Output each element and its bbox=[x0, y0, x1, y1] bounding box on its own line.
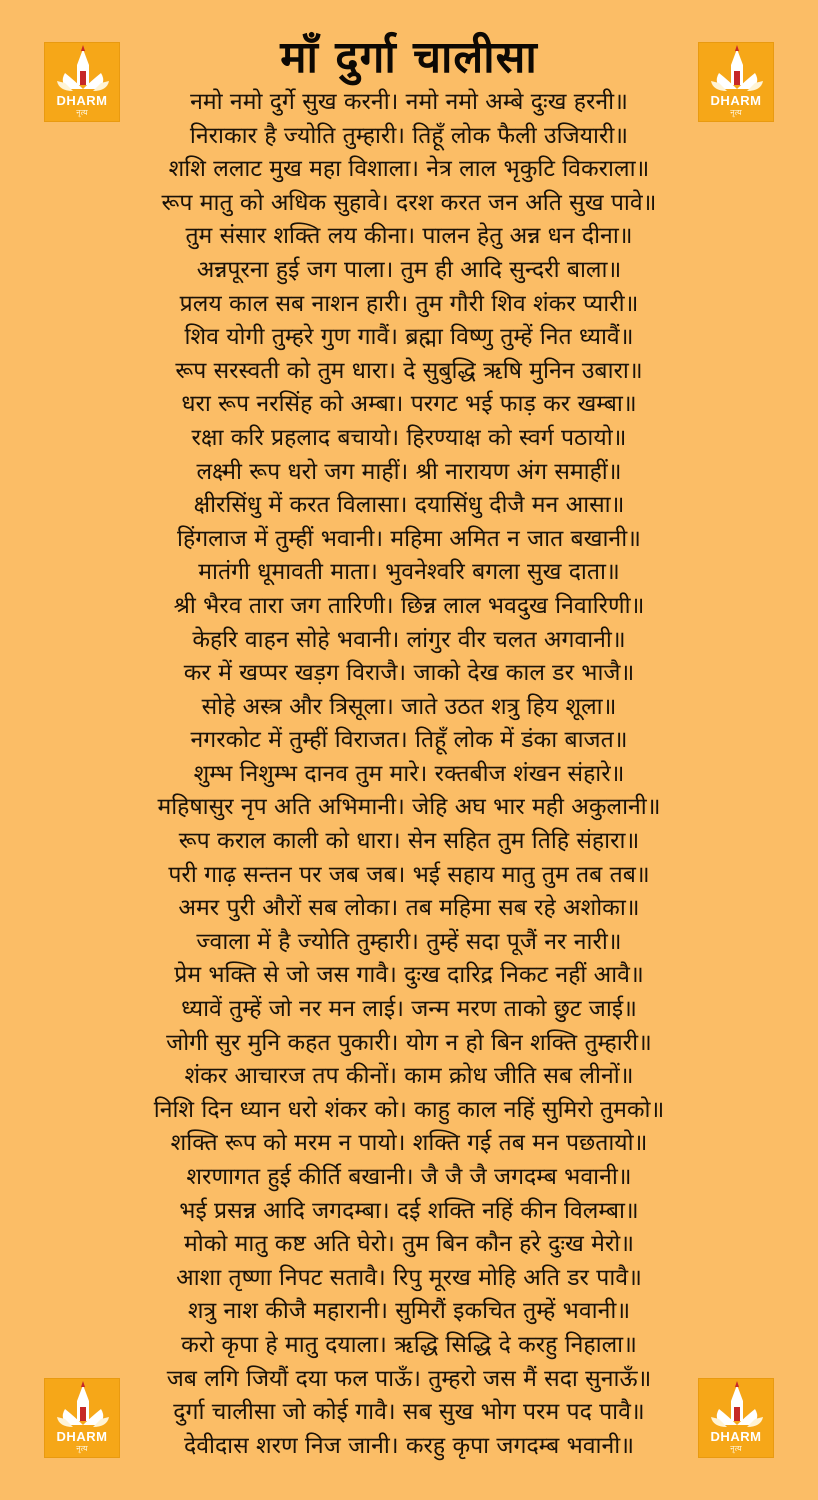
verse-line: करो कृपा हे मातु दयाला। ऋद्धि सिद्धि दे करहु निहाला॥ bbox=[181, 1331, 637, 1358]
verse-line: निराकार है ज्योति तुम्हारी। तिहूँ लोक फैली उजियारी॥ bbox=[189, 122, 629, 149]
verse-line: जोगी सुर मुनि कहत पुकारी। योग न हो बिन शक्ति तुम्हारी॥ bbox=[166, 1029, 652, 1056]
verse-line: भई प्रसन्न आदि जगदम्बा। दई शक्ति नहिं कीन विलम्बा॥ bbox=[179, 1197, 639, 1224]
verse-line: परी गाढ़ सन्तन पर जब जब। भई सहाय मातु तुम तब तब॥ bbox=[168, 861, 650, 888]
verse-line: तुम संसार शक्ति लय कीना। पालन हेतु अन्न धन दीना॥ bbox=[185, 223, 633, 250]
verse-line: दुर्गा चालीसा जो कोई गावै। सब सुख भोग परम पद पावै॥ bbox=[173, 1399, 645, 1426]
verse-line: रूप कराल काली को धारा। सेन सहित तुम तिहि संहारा॥ bbox=[178, 828, 640, 855]
dharm-logo bbox=[44, 42, 120, 122]
verse-list bbox=[60, 86, 758, 1463]
verse-line: नगरकोट में तुम्हीं विराजत। तिहूँ लोक में डंका बाजत॥ bbox=[190, 727, 628, 754]
verse-line: लक्ष्मी रूप धरो जग माहीं। श्री नारायण अंग समाहीं॥ bbox=[196, 458, 622, 485]
verse-line: आशा तृष्णा निपट सतावै। रिपु मूरख मोहि अति डर पावै॥ bbox=[176, 1264, 642, 1291]
verse-line: निशि दिन ध्यान धरो शंकर को। काहु काल नहिं सुमिरो तुमको॥ bbox=[153, 1096, 665, 1123]
verse-line: मातंगी धूमावती माता। भुवनेश्वरि बगला सुख दाता॥ bbox=[198, 559, 620, 586]
logo-brand-text: DHARM bbox=[56, 1429, 108, 1444]
logo-brand-text: DHARM bbox=[56, 93, 108, 108]
verse-line: प्रेम भक्ति से जो जस गावै। दुःख दारिद्र निकट नहीं आवै॥ bbox=[174, 962, 644, 989]
verse-line: शिव योगी तुम्हरे गुण गावैं। ब्रह्मा विष्णु तुम्हें नित ध्यावैं॥ bbox=[184, 324, 634, 351]
verse-line: अमर पुरी औरों सब लोका। तब महिमा सब रहे अशोका॥ bbox=[178, 895, 640, 922]
verse-line: महिषासुर नृप अति अभिमानी। जेहि अघ भार मही अकुलानी॥ bbox=[157, 794, 661, 821]
verse-line: मोको मातु कष्ट अति घेरो। तुम बिन कौन हरे दुःख मेरो॥ bbox=[184, 1231, 634, 1258]
verse-line: अन्नपूरना हुई जग पाला। तुम ही आदि सुन्दरी बाला॥ bbox=[196, 256, 622, 283]
verse-line: श्री भैरव तारा जग तारिणी। छिन्न लाल भवदुख निवारिणी॥ bbox=[173, 592, 645, 619]
logo-sub-text: नृत्य bbox=[730, 1444, 742, 1453]
verse-line: प्रलय काल सब नाशन हारी। तुम गौरी शिव शंकर प्यारी॥ bbox=[179, 290, 639, 317]
logo-sub-text: नृत्य bbox=[76, 108, 88, 117]
page-title: माँ दुर्गा चालीसा bbox=[280, 32, 538, 83]
verse-line: शक्ति रूप को मरम न पायो। शक्ति गई तब मन पछतायो॥ bbox=[170, 1130, 648, 1157]
verse-line: हिंगलाज में तुम्हीं भवानी। महिमा अमित न जात बखानी॥ bbox=[177, 525, 641, 552]
verse-line: शंकर आचारज तप कीनों। काम क्रोध जीति सब लीनों॥ bbox=[184, 1063, 634, 1090]
verse-line: ध्यावें तुम्हें जो नर मन लाई। जन्म मरण ताको छुट जाई॥ bbox=[181, 996, 637, 1023]
dharm-logo bbox=[698, 1378, 774, 1458]
verse-line: ज्वाला में है ज्योति तुम्हारी। तुम्हें सदा पूजैं नर नारी॥ bbox=[196, 928, 622, 955]
dharm-logo bbox=[698, 42, 774, 122]
verse-line: केहरि वाहन सोहे भवानी। लांगुर वीर चलत अगवानी॥ bbox=[192, 626, 626, 653]
logo-sub-text: नृत्य bbox=[730, 108, 742, 117]
logo-sub-text: नृत्य bbox=[76, 1444, 88, 1453]
verse-line: रूप मातु को अधिक सुहावे। दरश करत जन अति सुख पावे॥ bbox=[161, 189, 657, 216]
verse-line: सोहे अस्त्र और त्रिसूला। जाते उठत शत्रु हिय शूला॥ bbox=[201, 693, 617, 720]
dharm-logo bbox=[44, 1378, 120, 1458]
verse-line: क्षीरसिंधु में करत विलासा। दयासिंधु दीजै मन आसा॥ bbox=[193, 492, 625, 519]
verse-line: कर में खप्पर खड़ग विराजै। जाको देख काल डर भाजै॥ bbox=[183, 660, 635, 687]
verse-line: नमो नमो दुर्गे सुख करनी। नमो नमो अम्बे दुःख हरनी॥ bbox=[190, 89, 628, 115]
verse-line: जब लगि जियौं दया फल पाऊँ। तुम्हरो जस मैं सदा सुनाऊँ॥ bbox=[166, 1365, 652, 1392]
logo-brand-text: DHARM bbox=[710, 1429, 762, 1444]
verse-line: शत्रु नाश कीजै महारानी। सुमिरौं इकचित तुम्हें भवानी॥ bbox=[187, 1298, 631, 1325]
verse-line: शुम्भ निशुम्भ दानव तुम मारे। रक्तबीज शंखन संहारे॥ bbox=[193, 760, 625, 787]
verse-line: शरणागत हुई कीर्ति बखानी। जै जै जै जगदम्ब भवानी॥ bbox=[186, 1164, 632, 1190]
verse-line: देवीदास शरण निज जानी। करहु कृपा जगदम्ब भवानी॥ bbox=[184, 1432, 634, 1459]
verse-line: रूप सरस्वती को तुम धारा। दे सुबुद्धि ऋषि मुनिन उबारा॥ bbox=[175, 357, 643, 384]
verse-line: शशि ललाट मुख महा विशाला। नेत्र लाल भृकुटि विकराला॥ bbox=[168, 156, 650, 183]
verse-line: धरा रूप नरसिंह को अम्बा। परगट भई फाड़ कर खम्बा॥ bbox=[181, 391, 637, 418]
logo-brand-text: DHARM bbox=[710, 93, 762, 108]
verse-line: रक्षा करि प्रहलाद बचायो। हिरण्याक्ष को स्वर्ग पठायो॥ bbox=[191, 424, 627, 451]
